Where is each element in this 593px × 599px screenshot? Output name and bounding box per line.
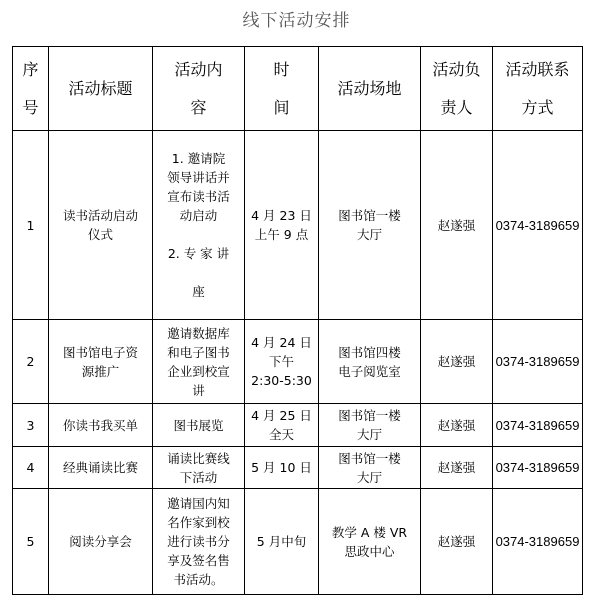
contact-cell: 0374-3189659 [493, 447, 583, 489]
time-cell: 4 月 24 日 下午 2:30-5:30 [245, 320, 319, 404]
seq-cell: 5 [13, 489, 49, 595]
venue-cell: 图书馆一楼 大厅 [319, 447, 421, 489]
name-cell: 经典诵读比赛 [49, 447, 153, 489]
owner-cell: 赵遂强 [421, 131, 493, 320]
owner-cell: 赵遂强 [421, 320, 493, 404]
owner-cell: 赵遂强 [421, 489, 493, 595]
owner-cell: 赵遂强 [421, 447, 493, 489]
header-owner: 活动负 责人 [421, 47, 493, 131]
seq-cell: 2 [13, 320, 49, 404]
time-cell: 5 月 10 日 [245, 447, 319, 489]
activity-schedule-table [12, 46, 583, 595]
content-cell: 图书展览 [153, 404, 245, 447]
owner-cell: 赵遂强 [421, 404, 493, 447]
content-cell: 1. 邀请院 领导讲话并 宣布读书活 动启动 2. 专 家 讲 座 [153, 131, 245, 320]
header-time: 时 间 [245, 47, 319, 131]
header-venue: 活动场地 [319, 47, 421, 131]
table-row [13, 131, 583, 320]
time-cell: 5 月中旬 [245, 489, 319, 595]
seq-cell: 1 [13, 131, 49, 320]
table-row [13, 447, 583, 489]
seq-cell: 3 [13, 404, 49, 447]
contact-cell: 0374-3189659 [493, 404, 583, 447]
table-row [13, 404, 583, 447]
name-cell: 你读书我买单 [49, 404, 153, 447]
time-cell: 4 月 23 日 上午 9 点 [245, 131, 319, 320]
header-content: 活动内 容 [153, 47, 245, 131]
header-name: 活动标题 [49, 47, 153, 131]
table-header-row [13, 47, 583, 131]
header-seq: 序 号 [13, 47, 49, 131]
contact-cell: 0374-3189659 [493, 131, 583, 320]
venue-cell: 教学 A 楼 VR 思政中心 [319, 489, 421, 595]
time-cell: 4 月 25 日 全天 [245, 404, 319, 447]
venue-cell: 图书馆四楼 电子阅览室 [319, 320, 421, 404]
contact-cell: 0374-3189659 [493, 320, 583, 404]
table-row [13, 320, 583, 404]
name-cell: 阅读分享会 [49, 489, 153, 595]
document-title: 线下活动安排 [242, 11, 351, 31]
table-row [13, 489, 583, 595]
name-cell: 图书馆电子资 源推广 [49, 320, 153, 404]
seq-cell: 4 [13, 447, 49, 489]
content-cell: 邀请数据库 和电子图书 企业到校宣 讲 [153, 320, 245, 404]
content-cell: 诵读比赛线 下活动 [153, 447, 245, 489]
venue-cell: 图书馆一楼 大厅 [319, 404, 421, 447]
header-contact: 活动联系 方式 [493, 47, 583, 131]
contact-cell: 0374-3189659 [493, 489, 583, 595]
name-cell: 读书活动启动 仪式 [49, 131, 153, 320]
venue-cell: 图书馆一楼 大厅 [319, 131, 421, 320]
content-cell: 邀请国内知 名作家到校 进行读书分 享及签名售 书活动。 [153, 489, 245, 595]
